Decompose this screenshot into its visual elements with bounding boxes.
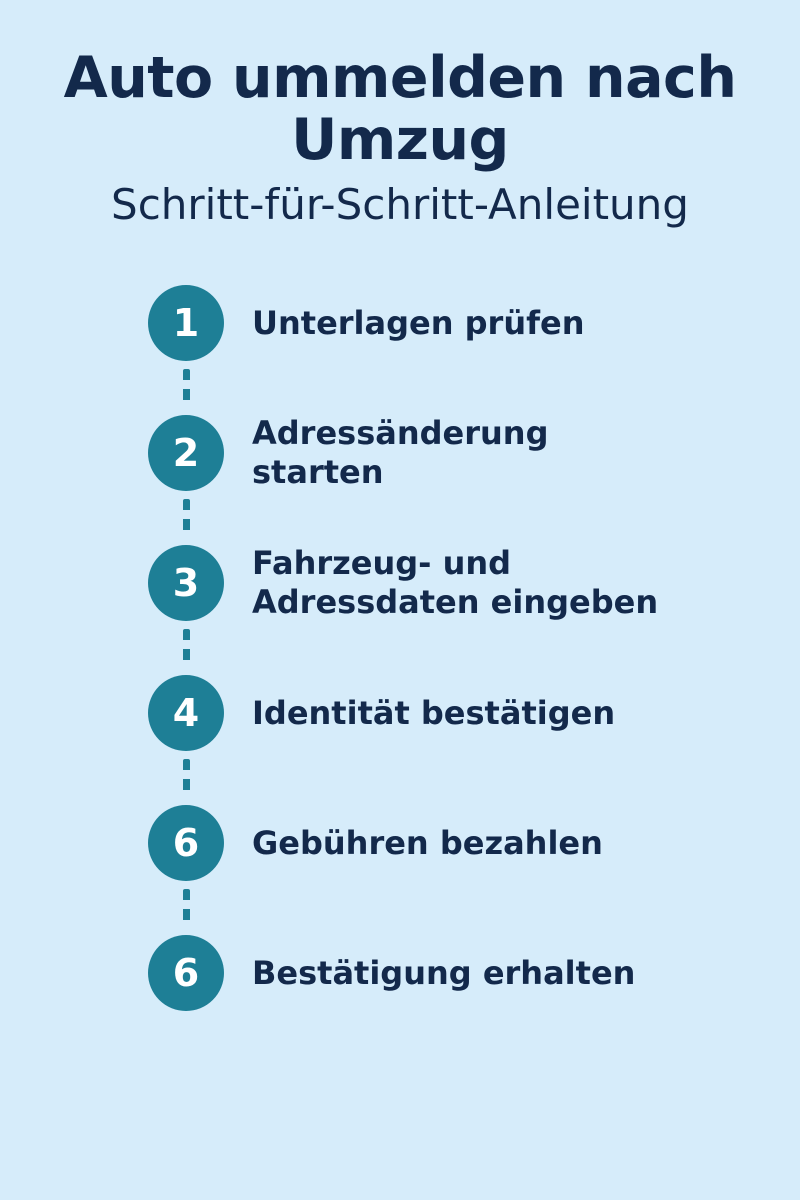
connector-dashed-line — [148, 889, 224, 927]
step-number-badge: 4 — [148, 675, 224, 751]
dash-segment — [183, 369, 190, 407]
page-subtitle: Schritt-für-Schritt-Anleitung — [111, 180, 689, 230]
connector-dashed-line — [148, 629, 224, 667]
step-label: Gebühren bezahlen — [252, 823, 603, 862]
list-item — [148, 407, 672, 499]
step-number-badge: 6 — [148, 805, 224, 881]
dash-segment — [183, 759, 190, 797]
step-label: Adressänderung starten — [252, 414, 549, 492]
list-item — [148, 667, 615, 759]
step-label: Fahrzeug- und Adressdaten eingeben — [252, 544, 659, 622]
step-label: Unterlagen prüfen — [252, 303, 585, 342]
connector-dashed-line — [148, 369, 224, 407]
page-title: Auto ummelden nach Umzug — [63, 45, 737, 173]
step-list — [30, 277, 770, 1019]
connector-dashed-line — [148, 759, 224, 797]
connector-dashed-line — [148, 499, 224, 537]
list-item — [148, 277, 585, 369]
dash-segment — [183, 629, 190, 667]
step-label: Identität bestätigen — [252, 693, 616, 732]
step-label: Bestätigung erhalten — [252, 953, 636, 992]
title-block — [30, 45, 770, 230]
step-number-badge: 1 — [148, 285, 224, 361]
step-number-badge: 3 — [148, 545, 224, 621]
list-item — [148, 927, 635, 1019]
dash-segment — [183, 889, 190, 927]
step-number-badge: 2 — [148, 415, 224, 491]
step-number-badge: 6 — [148, 935, 224, 1011]
list-item — [148, 537, 672, 629]
dash-segment — [183, 499, 190, 537]
list-item — [148, 797, 603, 889]
